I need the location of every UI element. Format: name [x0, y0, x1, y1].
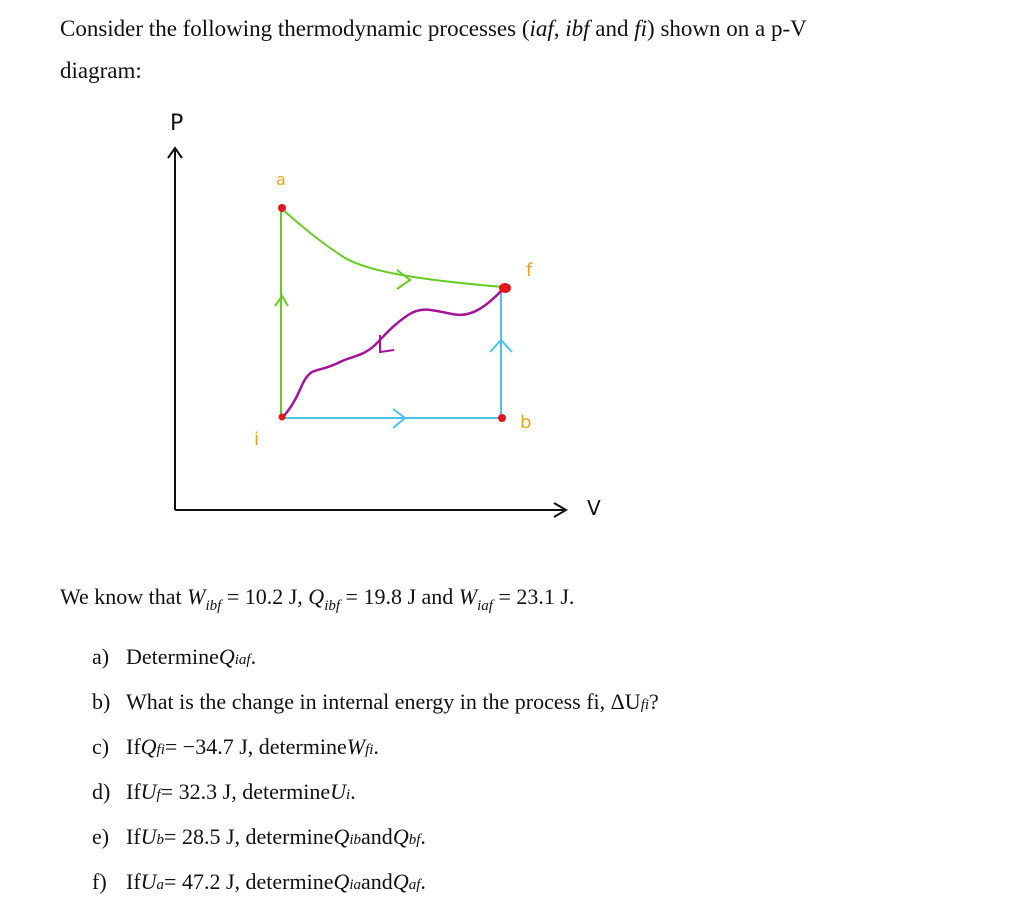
question-var-2: W [346, 734, 366, 759]
question-var-2: Q [333, 824, 350, 849]
given-w2-sub: iaf [477, 598, 493, 614]
given-q: Q [308, 584, 325, 609]
question-and: and [361, 824, 393, 849]
question-f: f) If U a = 47.2 J, determine Q ia and Q af . [92, 869, 426, 894]
path-fi [283, 289, 503, 417]
question-var-2: Q [333, 869, 350, 894]
p-axis-label: P [170, 111, 184, 136]
given-intro: We know that [60, 584, 188, 609]
question-text: Determine [126, 644, 219, 669]
given-eq1: = 10.2 J, [221, 584, 309, 609]
given-eq3: = 23.1 J. [492, 584, 575, 609]
question-end: ? [649, 689, 659, 714]
question-var-3: Q [392, 824, 409, 849]
given-eq2: = 19.8 J and [340, 584, 459, 609]
question-text-mid: = −34.7 J, determine [164, 734, 347, 759]
question-text: If [126, 824, 141, 849]
intro-text-2: ) shown on a p-V [647, 16, 807, 41]
question-var: U [140, 824, 157, 849]
question-letter: c) [92, 734, 110, 759]
given-values [60, 584, 575, 614]
given-w1-sub: ibf [205, 598, 222, 614]
question-var-3: Q [392, 869, 409, 894]
question-c: c) If Q fi = −34.7 J, determine W fi . [92, 734, 379, 759]
process-names-2: fi [634, 16, 648, 41]
point-b [498, 414, 506, 422]
question-a: a) Determine Q iaf . [92, 644, 257, 669]
question-end: . [373, 734, 379, 759]
question-var: U [140, 869, 157, 894]
question-text-mid: = 32.3 J, determine [160, 779, 331, 804]
question-e: e) If U b = 28.5 J, determine Q ib and Q bf . [92, 824, 426, 849]
label-i: i [254, 429, 260, 450]
question-letter: d) [92, 779, 111, 804]
question-letter: f) [92, 869, 107, 894]
question-text: If [126, 779, 141, 804]
given-q-sub: ibf [324, 598, 341, 614]
given-w2: W [458, 584, 478, 609]
question-text: If [126, 869, 141, 894]
intro-and: and [589, 16, 635, 41]
question-letter: a) [92, 644, 110, 669]
question-end: . [420, 824, 426, 849]
question-list [92, 644, 659, 914]
v-axis-label: V [587, 496, 601, 520]
intro-text-3: diagram: [60, 58, 142, 83]
question-var: Q [140, 734, 157, 759]
question-var: U [140, 779, 157, 804]
question-text-mid: = 28.5 J, determine [164, 824, 334, 849]
question-var-2: U [330, 779, 347, 804]
intro-text-1: Consider the following thermodynamic processes ( [60, 16, 530, 41]
label-b: b [520, 412, 532, 433]
label-f: f [526, 260, 533, 281]
question-letter: e) [92, 824, 110, 849]
question-d: d) If U f = 32.3 J, determine U i . [92, 779, 356, 804]
question-end: . [420, 869, 426, 894]
question-b: b) What is the change in internal energy in the process fi, ΔU fi ? [92, 689, 659, 714]
question-letter: b) [92, 689, 111, 714]
point-a [278, 204, 286, 212]
question-end: . [250, 644, 257, 669]
question-text: If [126, 734, 141, 759]
question-end: . [350, 779, 356, 804]
question-text-mid: = 47.2 J, determine [164, 869, 334, 894]
process-names-1: iaf, ibf [529, 16, 590, 41]
label-a: a [276, 170, 286, 189]
path-af [281, 208, 503, 287]
question-and: and [361, 869, 393, 894]
point-i [279, 414, 286, 421]
question-var: Q [218, 644, 235, 669]
arrow-af [397, 270, 410, 289]
given-w1: W [187, 584, 206, 609]
question-text: What is the change in internal energy in the process fi, ΔU [126, 689, 641, 714]
point-f [499, 283, 511, 293]
